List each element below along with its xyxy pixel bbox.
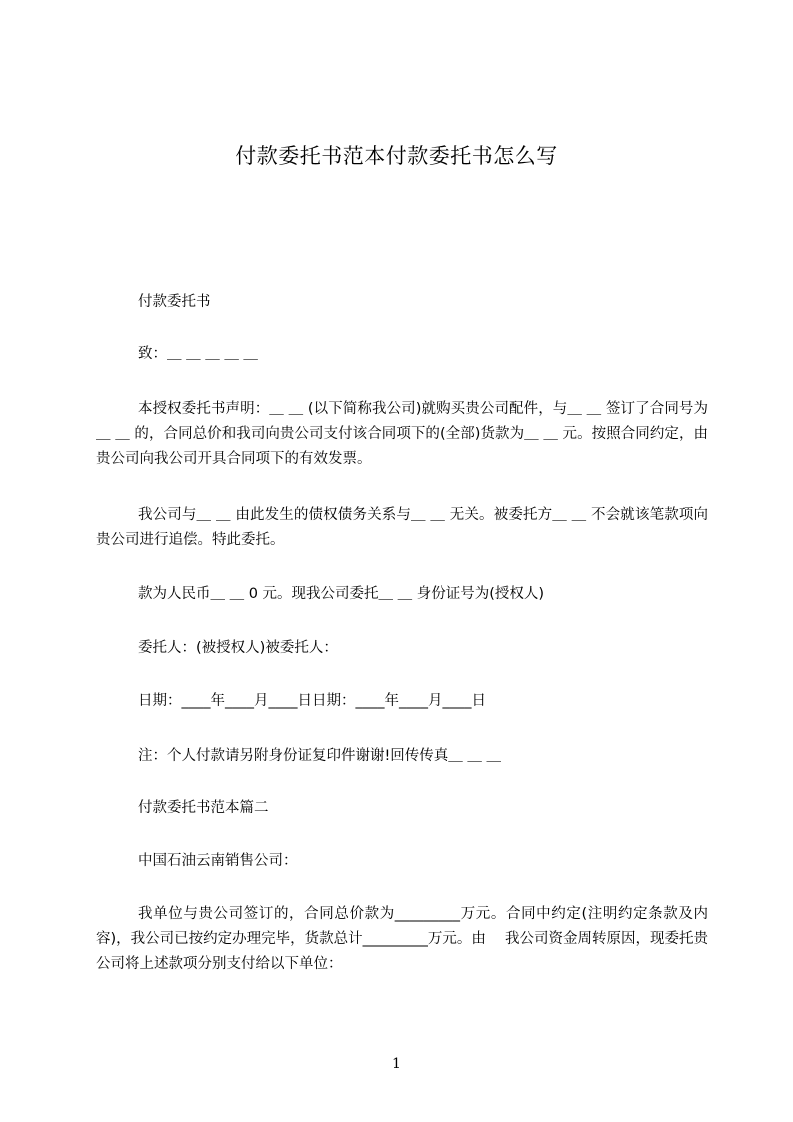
paragraph-section-two-heading: 付款委托书范本篇二 (138, 800, 269, 816)
paragraph-heading: 付款委托书 (138, 294, 211, 310)
page-number: 1 (392, 1056, 401, 1072)
paragraph-recipient: 中国石油云南销售公司： (138, 853, 298, 869)
paragraph-declaration: 本授权委托书声明：＿ ＿ (以下简称我公司)就购买贵公司配件，与＿ ＿ 签订了合同号为＿ ＿ 的，合同总价和我司向贵公司支付该合同项下的(全部)货款为＿ ＿ 元。按照合同约定，由贵公司向我公司开具合同项下的有效发票。 (96, 401, 708, 467)
document-title: 付款委托书范本付款委托书怎么写 (235, 144, 558, 168)
paragraph-contract: 我单位与贵公司签订的，合同总价款为_________万元。合同中约定(注明约定条款及内容)，我公司已按约定办理完毕，货款总计_________万元。由 我公司资金周转原因，现委托贵公司将上述款项分别支付给以下单位： (96, 906, 709, 972)
paragraph-amount: 款为人民币＿ ＿ 0 元。现我公司委托＿ ＿ 身份证号为(授权人) (138, 586, 545, 602)
paragraph-principal: 委托人：(被授权人)被委托人： (138, 640, 338, 656)
paragraph-dates: 日期：____年____月____日日期：____年____月____日 (138, 693, 486, 709)
paragraph-addressee: 致：＿ ＿ ＿ ＿ ＿ (138, 346, 258, 362)
paragraph-relationship: 我公司与＿ ＿ 由此发生的债权债务关系与＿ ＿ 无关。被委托方＿ ＿ 不会就该笔款项向贵公司进行追偿。特此委托。 (96, 507, 708, 548)
paragraph-note: 注：个人付款请另附身份证复印件谢谢!回传传真＿ ＿ ＿ (138, 748, 502, 764)
